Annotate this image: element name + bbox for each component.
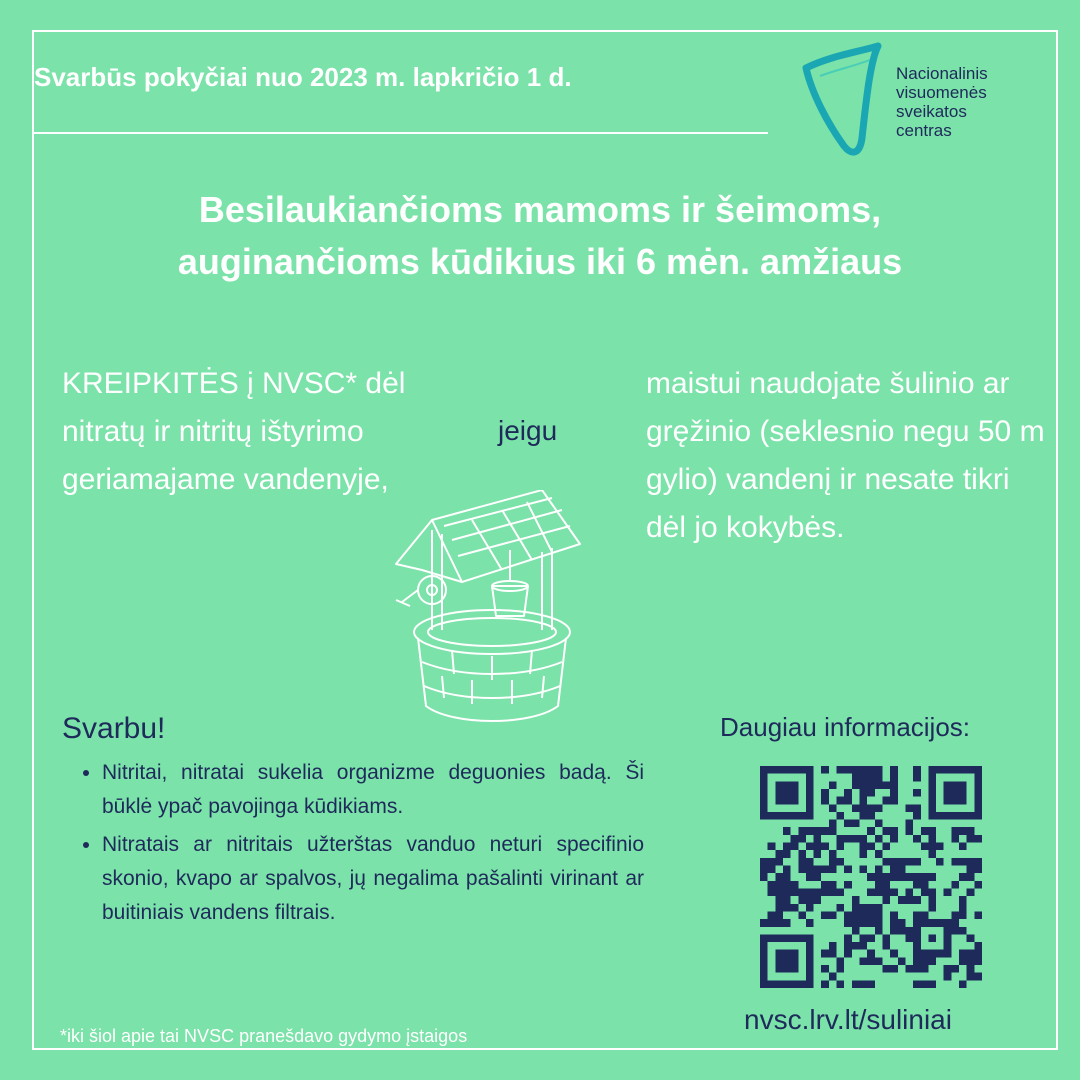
connector-word: jeigu xyxy=(498,415,558,446)
logo-line: centras xyxy=(896,121,952,140)
nvsc-logo-icon xyxy=(800,42,884,162)
date-banner: Svarbūs pokyčiai nuo 2023 m. lapkričio 1 d. xyxy=(34,62,572,92)
banner-divider xyxy=(34,132,768,134)
info-link[interactable]: nvsc.lrv.lt/suliniai xyxy=(744,1004,952,1035)
logo-line: visuomenės xyxy=(896,83,987,102)
left-paragraph: KREIPKITĖS į NVSC* dėl nitratų ir nitritų ištyrimo geriamajame vandenyje, xyxy=(62,367,406,496)
headline xyxy=(40,184,1040,288)
qr-code-icon[interactable] xyxy=(760,766,982,988)
logo-text xyxy=(896,64,988,140)
important-list xyxy=(74,756,644,934)
logo-line: Nacionalinis xyxy=(896,64,988,83)
list-item: • Nitritai, nitratai sukelia organizme deguonies badą. Ši būklė ypač pavojinga kūdikiams. xyxy=(102,756,644,824)
headline-line-1: Besilaukiančioms mamoms ir šeimoms, xyxy=(198,189,882,230)
right-paragraph: maistui naudojate šulinio ar gręžinio (seklesnio negu 50 m gylio) vandenį ir nesate tikri dėl jo kokybės. xyxy=(646,367,1045,544)
footnote: *iki šiol apie tai NVSC pranešdavo gydymo įstaigos xyxy=(60,1026,468,1046)
more-info-label: Daugiau informacijos: xyxy=(720,712,971,742)
well-icon xyxy=(392,490,592,730)
list-item: • Nitratais ar nitritais užterštas vanduo neturi specifinio skonio, kvapo ar spalvos, jų negalima pašalinti virinant ar buitiniais vandens filtrais. xyxy=(102,828,644,930)
logo-line: sveikatos xyxy=(896,102,967,121)
important-title: Svarbu! xyxy=(62,712,166,745)
headline-line-2: auginančioms kūdikius iki 6 mėn. amžiaus xyxy=(177,241,903,282)
